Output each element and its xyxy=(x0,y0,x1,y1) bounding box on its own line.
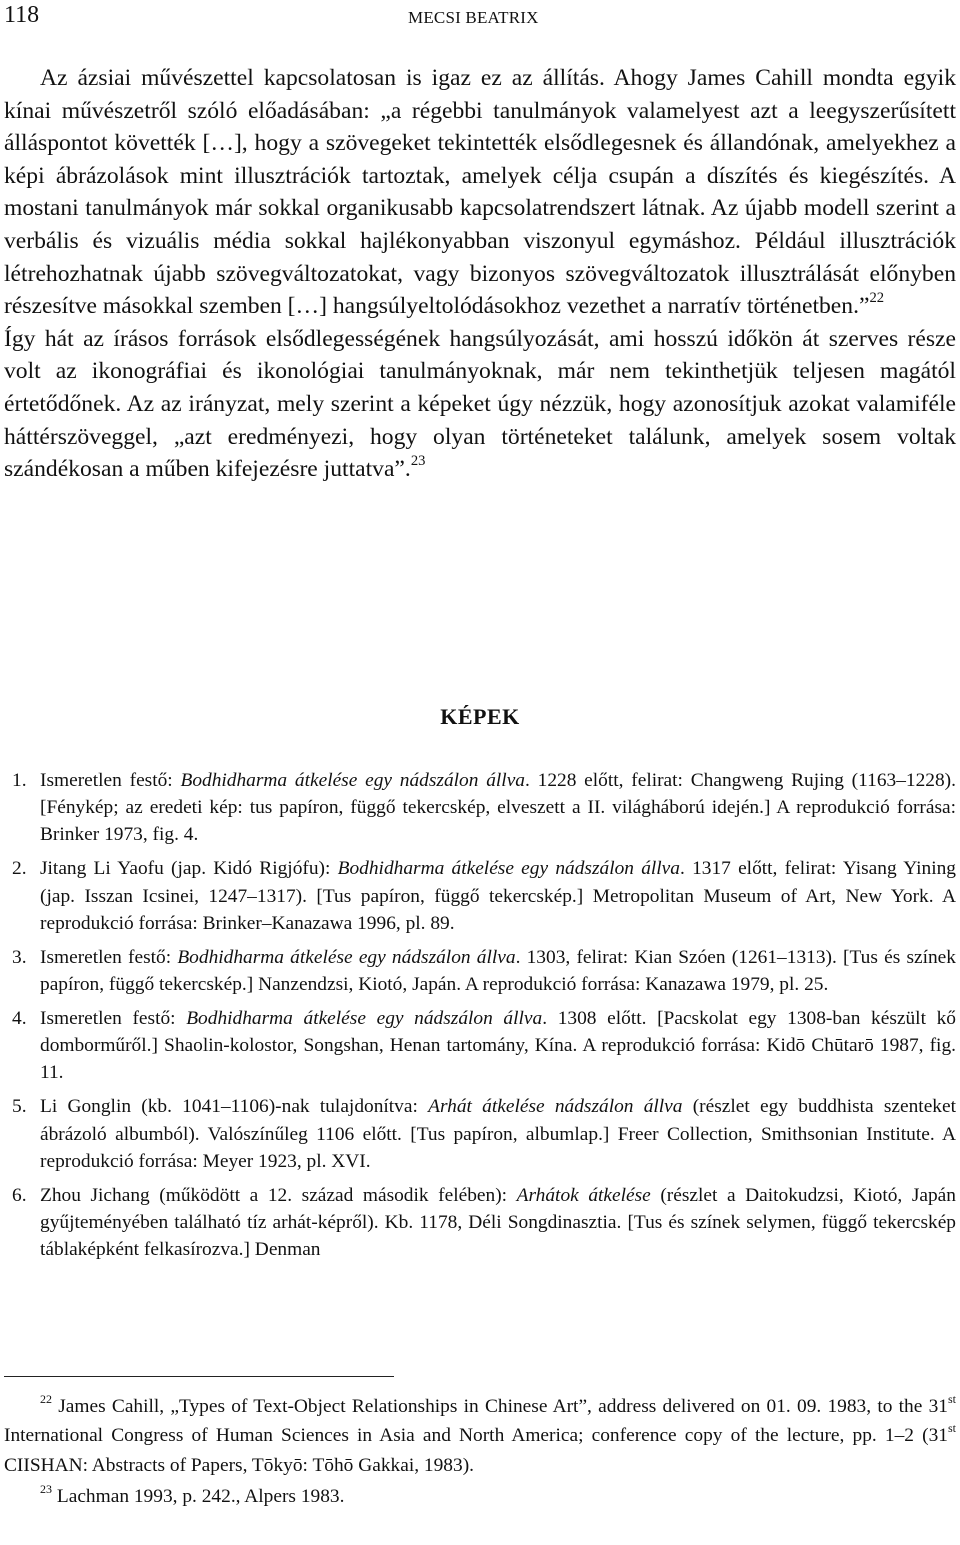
list-item xyxy=(4,1093,956,1175)
item-lead: Ismeretlen festő: xyxy=(40,770,181,791)
footnote-text: Lachman 1993, p. 242., Alpers 1983. xyxy=(56,1486,345,1508)
page-header xyxy=(4,2,956,30)
footnote-number: 23 xyxy=(40,1481,53,1496)
list-item xyxy=(4,1005,956,1087)
footnote-23 xyxy=(4,1482,956,1511)
page-number: 118 xyxy=(4,2,40,28)
item-details: . 1317 előtt, felirat: Yisang Yining (jap. Isszan Icsinei, 1247–1317). [Tus papíron, függő tekercskép.] Metropolitan Museum of Art, New York. A reprodukció forrása: Brinker–Kanazawa 1996, pl. 89. xyxy=(40,858,956,934)
item-lead: Jitang Li Yaofu (jap. Kidó Rigjófu): xyxy=(40,858,338,880)
item-lead: Ismeretlen festő: xyxy=(40,1008,187,1030)
item-title: Bodhidharma átkelése egy nádszálon állva xyxy=(186,1008,543,1030)
footnotes xyxy=(4,1392,956,1512)
item-lead: Ismeretlen festő: xyxy=(40,946,178,968)
paragraph-1 xyxy=(4,62,956,323)
list-item xyxy=(4,767,956,849)
ordinal-suffix: st xyxy=(947,1421,956,1436)
item-details: . 1308 előtt. [Pacskolat egy 1308-ban készült kő domborműről.] Shaolin-kolostor, Songshan, Henan tartomány, Kína. A reprodukció forrása: Kidō Chūtarō 1987, fig. 11. xyxy=(40,1008,956,1084)
section-title: KÉPEK xyxy=(440,704,520,729)
item-number: 5. xyxy=(12,1096,27,1118)
item-title: Arhát átkelése nádszálon állva xyxy=(428,1096,683,1118)
paragraph-2 xyxy=(4,323,956,486)
item-title: Bodhidharma átkelése egy nádszálon állva xyxy=(180,770,525,791)
ordinal-suffix: st xyxy=(947,1391,956,1406)
item-details: . 1303, felirat: Kian Szóen (1261–1313). [Tus és színek papíron, függő tekercskép.] Nanzendzsi, Kiotó, Japán. A reprodukció forrása: Kanazawa 1979, pl. 25. xyxy=(40,946,956,996)
image-captions-list xyxy=(4,767,956,1270)
footnote-ref-22[interactable]: 22 xyxy=(869,290,885,307)
list-item xyxy=(4,944,956,998)
item-details: . 1228 előtt, felirat: Changweng Rujing (1163–1228). [Fénykép; az eredeti kép: tus papíron, függő tekercskép, elveszett a II. világháború idején.] A reprodukció forrása: Brinker 1973, fig. 4. xyxy=(40,770,956,846)
paragraph-2-text: Így hát az írásos források elsődlegességének hangsúlyozását, ami hosszú időkön át szerves része volt az ikonográfiai és ikonológiai tanulmányoknak, már nem tekinthetjük teljesen magától értetődőnek. Az az irányzat, mely szerint a képeket úgy nézzük, hogy azonosítjuk azokat valamiféle háttérszöveggel, „azt eredményezi, hogy olyan történeteket találunk, amelyek sosem voltak szándékosan a műben kifejezésre juttatva”. xyxy=(4,325,956,483)
footnote-22 xyxy=(4,1392,956,1480)
body-text xyxy=(4,62,956,486)
item-number: 6. xyxy=(12,1184,27,1206)
item-number: 1. xyxy=(12,770,27,791)
item-title: Arhátok átkelése xyxy=(516,1184,651,1206)
list-item xyxy=(4,1182,956,1264)
footnote-divider xyxy=(4,1376,394,1377)
footnote-number: 22 xyxy=(40,1391,53,1406)
item-number: 2. xyxy=(12,858,27,880)
list-item xyxy=(4,855,956,937)
footnote-text: CIISHAN: Abstracts of Papers, Tōkyō: Tōhō Gakkai, 1983). xyxy=(4,1454,474,1476)
running-head: MECSI BEATRIX xyxy=(408,8,539,27)
footnote-ref-23[interactable]: 23 xyxy=(410,453,426,470)
item-title: Bodhidharma átkelése egy nádszálon állva xyxy=(337,858,680,880)
paragraph-1-text: Az ázsiai művészettel kapcsolatosan is igaz ez az állítás. Ahogy James Cahill mondta egyik kínai művészetről szóló előadásában: „a régebbi tanulmányok valamelyest azt a leegyszerűsített álláspontot követték […], hogy a szövegeket tekintették elsődlegesnek és állandónak, amelyekhez a képi ábrázolások mint illusztrációk tartoztak, amelyek célja csupán a díszítés és kiegészítés. A mostani tanulmányok már sokkal organikusabb kapcsolatrendszert látnak. Az újabb modell szerint a verbális és vizuális média sokkal hajlékonyabban viszonyul egymáshoz. Például illusztrációk létrehozhatnak újabb szövegváltozatokat, vagy bizonyos szövegváltozatok illusztrálását előnyben részesítve másokkal szemben […] hangsúlyeltolódásokhoz vezethet a narratív történetben.” xyxy=(4,65,956,320)
item-number: 4. xyxy=(12,1008,27,1030)
item-lead: Li Gonglin (kb. 1041–1106)-nak tulajdonítva: xyxy=(40,1096,429,1118)
item-title: Bodhidharma átkelése egy nádszálon állva xyxy=(177,946,516,968)
footnote-text: International Congress of Human Sciences in Asia and North America; conference copy of the lecture, pp. 1–2 (31 xyxy=(4,1425,948,1447)
footnote-text: James Cahill, „Types of Text-Object Relationships in Chinese Art”, address delivered on 01. 09. 1983, to the 31 xyxy=(58,1396,948,1417)
item-number: 3. xyxy=(12,946,27,968)
item-details: (részlet egy buddhista szenteket ábrázoló albumból). Valószínűleg 1106 előtt. [Tus papíron, albumlap.] Freer Collection, Smithsonian Institute. A reprodukció forrása: Meyer 1923, pl. XVI. xyxy=(40,1096,956,1172)
item-details: (részlet a Daitokudzsi, Kiotó, Japán gyűjteményében található tíz arhát-képről). Kb. 1178, Déli Songdinasztia. [Tus és színek selymen, függő tekercskép táblaképként felkasírozva.] Denman xyxy=(40,1184,956,1261)
item-lead: Zhou Jichang (működött a 12. század második felében): xyxy=(40,1184,517,1206)
